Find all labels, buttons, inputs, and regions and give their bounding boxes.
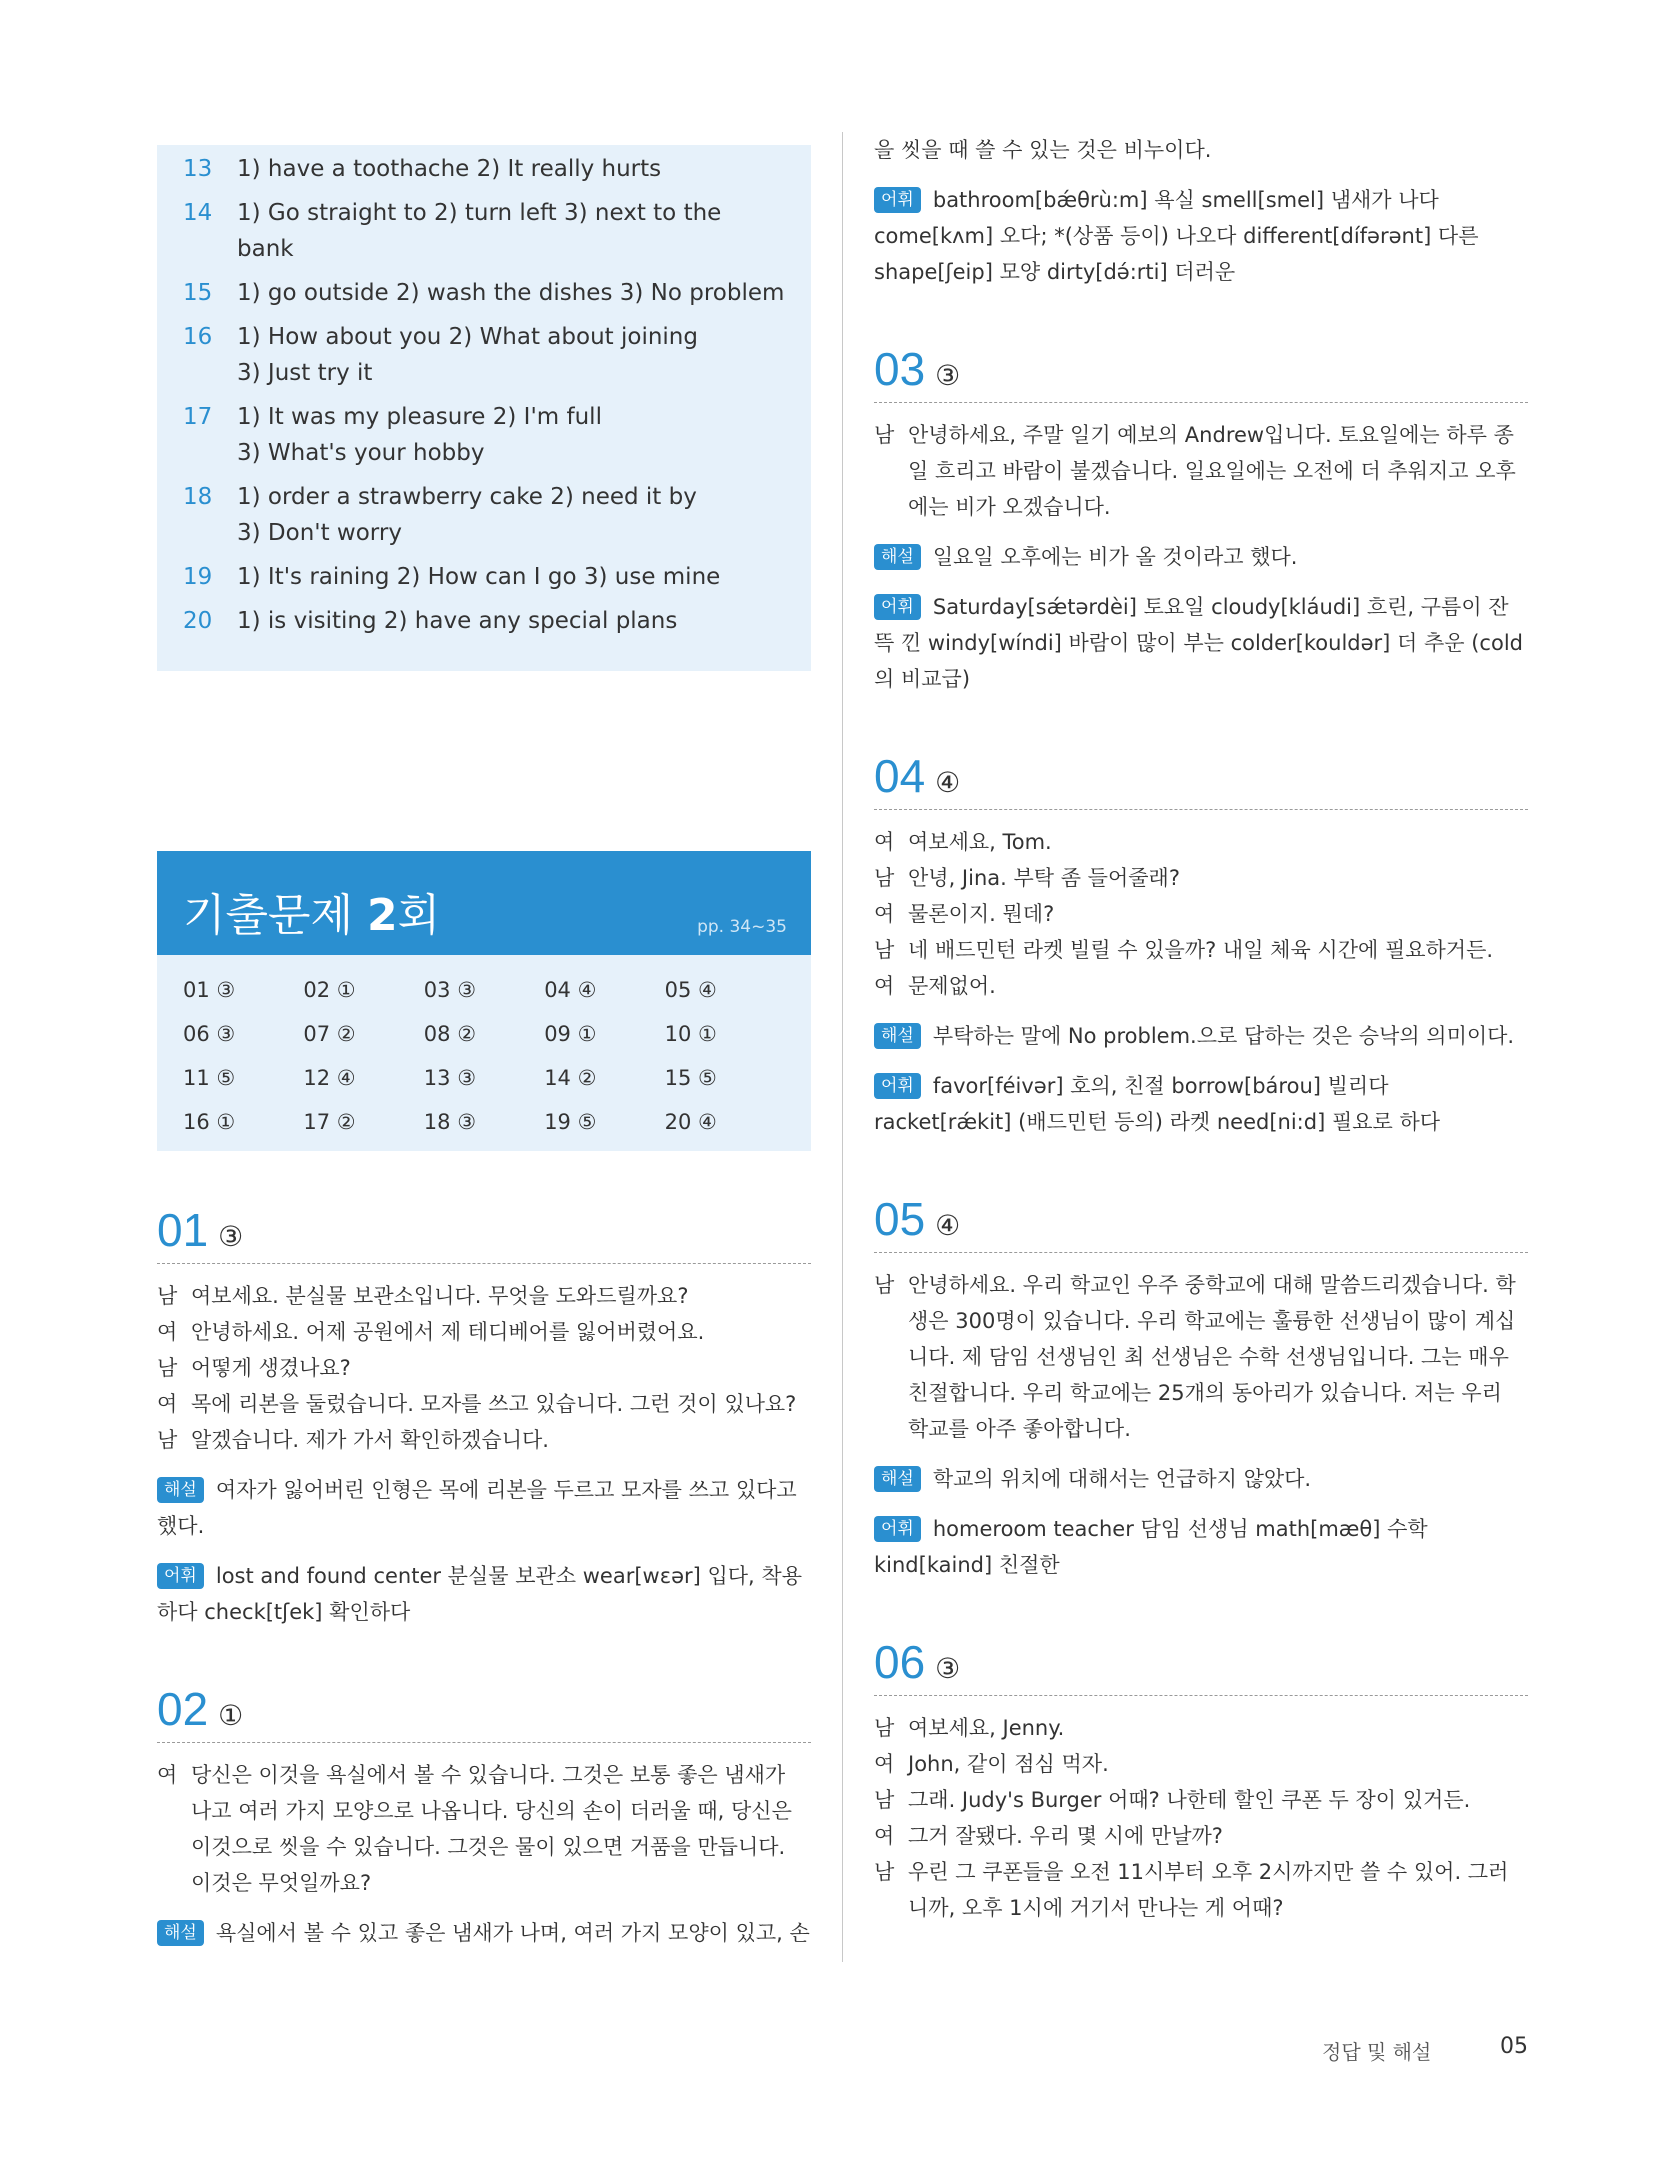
key-number: 15	[183, 280, 213, 306]
explain-tag: 해설	[874, 544, 921, 570]
question-answer: ④	[935, 766, 961, 799]
key-row	[183, 399, 785, 471]
question-number: 03	[874, 343, 926, 395]
explain-text: 부탁하는 말에 No problem.으로 답하는 것은 승낙의 의미이다.	[932, 1024, 1515, 1048]
grid-answer: 13 ③	[423, 1066, 477, 1090]
vocab-tag: 어휘	[874, 187, 921, 213]
exam-title-suffix: 회	[397, 890, 441, 941]
question-section	[874, 1192, 1528, 1583]
speaker-label: 남	[157, 1284, 178, 1308]
utterance: 안녕하세요. 어제 공원에서 제 테디베어를 잃어버렸어요.	[191, 1320, 705, 1344]
utterance: 그래. Judy's Burger 어때? 나한테 할인 쿠폰 두 장이 있거든.	[908, 1788, 1471, 1812]
question-section	[874, 1635, 1528, 1926]
utterance: 그거 잘됐다. 우리 몇 시에 만날까?	[908, 1824, 1223, 1848]
speaker-label: 남	[157, 1356, 178, 1380]
vocab-note	[874, 1511, 1528, 1583]
vocab-tag: 어휘	[874, 1073, 921, 1099]
key-number: 20	[183, 608, 213, 634]
exam-pages: pp. 34~35	[697, 917, 787, 937]
grid-answer: 08 ②	[423, 1022, 477, 1046]
question-header	[874, 1635, 1528, 1696]
speaker-label: 여	[157, 1320, 178, 1344]
key-line: 3) What's your hobby	[237, 440, 485, 466]
vocab-tag: 어휘	[874, 1516, 921, 1542]
dialogue-line	[874, 1746, 1528, 1782]
dialogue-line	[874, 1782, 1528, 1818]
exam-header	[157, 851, 811, 955]
grid-answer: 07 ②	[303, 1022, 356, 1046]
explain-note	[157, 1915, 811, 1951]
question-header	[157, 1203, 811, 1264]
dialogue-line	[874, 968, 1528, 1004]
explain-tag: 해설	[157, 1920, 204, 1946]
key-line: 1) Go straight to 2) turn left 3) next to the bank	[237, 200, 722, 262]
section-gap	[874, 290, 1528, 342]
explain-note	[874, 539, 1528, 575]
dialogue-line	[874, 860, 1528, 896]
grid-answer: 05 ④	[664, 978, 717, 1002]
explain-text: 여자가 잃어버린 인형은 목에 리본을 두르고 모자를 쓰고 있다고 했다.	[157, 1478, 797, 1538]
utterance: 우린 그 쿠폰들을 오전 11시부터 오후 2시까지만 쓸 수 있어. 그러니까, 오후 1시에 거기서 만나는 게 어때?	[908, 1860, 1509, 1920]
utterance: John, 같이 점심 먹자.	[908, 1752, 1109, 1776]
key-line: 1) go outside 2) wash the dishes 3) No problem	[237, 280, 785, 306]
utterance: 목에 리본을 둘렀습니다. 모자를 쓰고 있습니다. 그런 것이 있나요?	[191, 1392, 797, 1416]
footer-label: 정답 및 해설	[1322, 2040, 1432, 2064]
key-row	[183, 275, 785, 311]
key-row	[183, 559, 785, 595]
explain-note	[874, 1018, 1528, 1054]
question-header	[874, 1192, 1528, 1253]
dialogue-line	[157, 1757, 811, 1901]
key-answers	[237, 151, 785, 187]
grid-answer: 10 ①	[664, 1022, 717, 1046]
vocab-note	[874, 1068, 1528, 1140]
grid-answer: 19 ⑤	[544, 1110, 597, 1134]
vocab-text: homeroom teacher 담임 선생님 math[mæθ] 수학 kind[kaind] 친절한	[874, 1517, 1428, 1577]
utterance: 네 배드민턴 라켓 빌릴 수 있을까? 내일 체육 시간에 필요하거든.	[908, 938, 1494, 962]
grid-answer: 03 ③	[423, 978, 477, 1002]
key-answers	[237, 603, 785, 639]
key-answers	[237, 195, 785, 267]
dialogue-line	[874, 824, 1528, 860]
question-answer: ③	[218, 1220, 244, 1253]
key-answers	[237, 479, 785, 551]
key-line: 3) Just try it	[237, 360, 373, 386]
speaker-label: 여	[874, 1824, 895, 1848]
vocab-note	[874, 182, 1528, 290]
utterance: 당신은 이것을 욕실에서 볼 수 있습니다. 그것은 보통 좋은 냄새가 나고 여러 가지 모양으로 나옵니다. 당신의 손이 더러울 때, 당신은 이것으로 씻을 수 있습니다. 그것은 물이 있으면 거품을 만듭니다. 이것은 무엇일까요?	[191, 1763, 792, 1895]
answer-grid	[157, 955, 811, 1151]
column-divider	[842, 132, 843, 1962]
key-line: 1) How about you 2) What about joining	[237, 324, 698, 350]
right-sections	[874, 342, 1528, 1926]
dialogue-line	[874, 1854, 1528, 1926]
utterance: 안녕하세요, 주말 일기 예보의 Andrew입니다. 토요일에는 하루 종일 흐리고 바람이 불겠습니다. 일요일에는 오전에 더 추워지고 오후에는 비가 오겠습니다.	[908, 423, 1516, 519]
utterance: 어떻게 생겼나요?	[191, 1356, 351, 1380]
key-number: 19	[183, 564, 213, 590]
section-gap	[157, 1630, 811, 1682]
speaker-label: 여	[874, 902, 895, 926]
speaker-label: 여	[157, 1392, 178, 1416]
dialogue-line	[157, 1314, 811, 1350]
dialogue-line	[874, 932, 1528, 968]
vocab-note	[157, 1558, 811, 1630]
key-answers	[237, 559, 785, 595]
section-gap	[874, 697, 1528, 749]
speaker-label: 여	[874, 1752, 895, 1776]
utterance: 알겠습니다. 제가 가서 확인하겠습니다.	[191, 1428, 549, 1452]
grid-answer: 09 ①	[544, 1022, 597, 1046]
grid-answer: 06 ③	[183, 1022, 236, 1046]
key-answers	[237, 275, 785, 311]
vocab-text: Saturday[sǽtərdèi] 토요일 cloudy[kláudi] 흐린, 구름이 잔뜩 낀 windy[wíndi] 바람이 많이 부는 colder[kouldər] 더 추운 (cold의 비교급)	[874, 595, 1523, 691]
vocab-text: lost and found center 분실물 보관소 wear[wɛər] 입다, 착용하다 check[tʃek] 확인하다	[157, 1564, 802, 1624]
question-section	[874, 749, 1528, 1140]
key-row	[183, 195, 785, 267]
question-header	[157, 1682, 811, 1743]
dialogue-line	[157, 1422, 811, 1458]
question-section	[157, 1203, 811, 1630]
dialogue-line	[157, 1278, 811, 1314]
key-row	[183, 319, 785, 391]
speaker-label: 여	[874, 830, 895, 854]
vocab-tag: 어휘	[157, 1563, 204, 1589]
key-number: 16	[183, 324, 213, 350]
explain-tag: 해설	[874, 1023, 921, 1049]
question-section	[874, 342, 1528, 697]
key-answers	[237, 399, 785, 471]
continued-utterance: 을 씻을 때 쓸 수 있는 것은 비누이다.	[874, 138, 1212, 162]
explain-tag: 해설	[874, 1466, 921, 1492]
question-number: 02	[157, 1683, 209, 1735]
key-number: 17	[183, 404, 213, 430]
dialogue-line	[874, 896, 1528, 932]
question-number: 05	[874, 1193, 926, 1245]
speaker-label: 남	[874, 1788, 895, 1812]
explain-tag: 해설	[157, 1477, 204, 1503]
key-number: 14	[183, 200, 213, 226]
answer-key-box	[157, 145, 811, 671]
question-header	[874, 749, 1528, 810]
grid-answer: 14 ②	[544, 1066, 597, 1090]
speaker-label: 남	[874, 1273, 895, 1297]
question-answer: ①	[218, 1699, 244, 1732]
question-section	[157, 1682, 811, 1951]
question-number: 04	[874, 750, 926, 802]
key-line: 1) It's raining 2) How can I go 3) use mine	[237, 564, 721, 590]
utterance: 안녕, Jina. 부탁 좀 들어줄래?	[908, 866, 1180, 890]
dialogue-line	[874, 1818, 1528, 1854]
vocab-text: favor[féivər] 호의, 친절 borrow[bárou] 빌리다 racket[rǽkit] (배드민턴 등의) 라켓 need[ni:d] 필요로 하다	[874, 1074, 1441, 1134]
explain-note	[874, 1461, 1528, 1497]
dialogue-line	[874, 1267, 1528, 1447]
grid-answer: 15 ⑤	[664, 1066, 717, 1090]
dialogue-line	[874, 1710, 1528, 1746]
speaker-label: 남	[874, 866, 895, 890]
key-line: 3) Don't worry	[237, 520, 402, 546]
grid-answer: 16 ①	[183, 1110, 236, 1134]
right-column	[874, 132, 1528, 1926]
exam-title	[183, 879, 440, 943]
left-column	[157, 145, 811, 1951]
section-gap	[157, 1151, 811, 1203]
key-line: 1) It was my pleasure 2) I'm full	[237, 404, 602, 430]
page-number: 05	[1500, 2034, 1528, 2059]
speaker-label: 남	[874, 1716, 895, 1740]
utterance: 여보세요, Jenny.	[908, 1716, 1065, 1740]
grid-answer: 12 ④	[303, 1066, 356, 1090]
key-number: 18	[183, 484, 213, 510]
question-number: 06	[874, 1636, 926, 1688]
continued-text	[874, 132, 1528, 168]
explain-note	[157, 1472, 811, 1544]
explain-text: 학교의 위치에 대해서는 언급하지 않았다.	[932, 1467, 1312, 1491]
key-row	[183, 603, 785, 639]
grid-answer: 11 ⑤	[183, 1066, 236, 1090]
exam-title-number: 2	[367, 890, 398, 941]
dialogue-line	[157, 1386, 811, 1422]
explain-text: 욕실에서 볼 수 있고 좋은 냄새가 나며, 여러 가지 모양이 있고, 손	[215, 1921, 810, 1945]
exam-title-prefix: 기출문제	[183, 890, 368, 941]
speaker-label: 여	[157, 1763, 178, 1787]
question-answer: ③	[935, 359, 961, 392]
grid-answer: 20 ④	[664, 1110, 717, 1134]
utterance: 문제없어.	[908, 974, 996, 998]
speaker-label: 남	[874, 1860, 895, 1884]
question-answer: ③	[935, 1652, 961, 1685]
speaker-label: 남	[874, 423, 895, 447]
vocab-text: bathroom[bǽθrù:m] 욕실 smell[smel] 냄새가 나다 come[kʌm] 오다; *(상품 등이) 나오다 different[dífərənt] 다른 shape[ʃeip] 모양 dirty[də́:rti] 더러운	[874, 188, 1479, 284]
utterance: 여보세요, Tom.	[908, 830, 1052, 854]
utterance: 안녕하세요. 우리 학교인 우주 중학교에 대해 말씀드리겠습니다. 학생은 300명이 있습니다. 우리 학교에는 훌륭한 선생님이 많이 계십니다. 제 담임 선생님인 최 선생님은 수학 선생님입니다. 그는 매우 친절합니다. 우리 학교에는 25개의 동아리가 있습니다. 저는 우리 학교를 아주 좋아합니다.	[908, 1273, 1516, 1441]
grid-answer: 02 ①	[303, 978, 356, 1002]
grid-answer: 18 ③	[423, 1110, 477, 1134]
key-line: 1) order a strawberry cake 2) need it by	[237, 484, 697, 510]
explain-text: 일요일 오후에는 비가 올 것이라고 했다.	[932, 545, 1298, 569]
question-answer: ④	[935, 1209, 961, 1242]
grid-answer: 17 ②	[303, 1110, 356, 1134]
question-number: 01	[157, 1204, 209, 1256]
utterance: 여보세요. 분실물 보관소입니다. 무엇을 도와드릴까요?	[191, 1284, 689, 1308]
question-header	[874, 342, 1528, 403]
vocab-tag: 어휘	[874, 594, 921, 620]
left-sections	[157, 1151, 811, 1951]
key-row	[183, 151, 785, 187]
speaker-label: 여	[874, 974, 895, 998]
section-gap	[874, 1140, 1528, 1192]
section-gap	[874, 1583, 1528, 1635]
key-answers	[237, 319, 785, 391]
key-number: 13	[183, 156, 213, 182]
utterance: 물론이지. 뭔데?	[908, 902, 1055, 926]
vocab-note	[874, 589, 1528, 697]
speaker-label: 남	[874, 938, 895, 962]
dialogue-line	[874, 417, 1528, 525]
grid-answer: 04 ④	[544, 978, 597, 1002]
grid-answer: 01 ③	[183, 978, 236, 1002]
key-line: 1) have a toothache 2) It really hurts	[237, 156, 662, 182]
dialogue-line	[157, 1350, 811, 1386]
speaker-label: 남	[157, 1428, 178, 1452]
key-line: 1) is visiting 2) have any special plans	[237, 608, 678, 634]
key-row	[183, 479, 785, 551]
